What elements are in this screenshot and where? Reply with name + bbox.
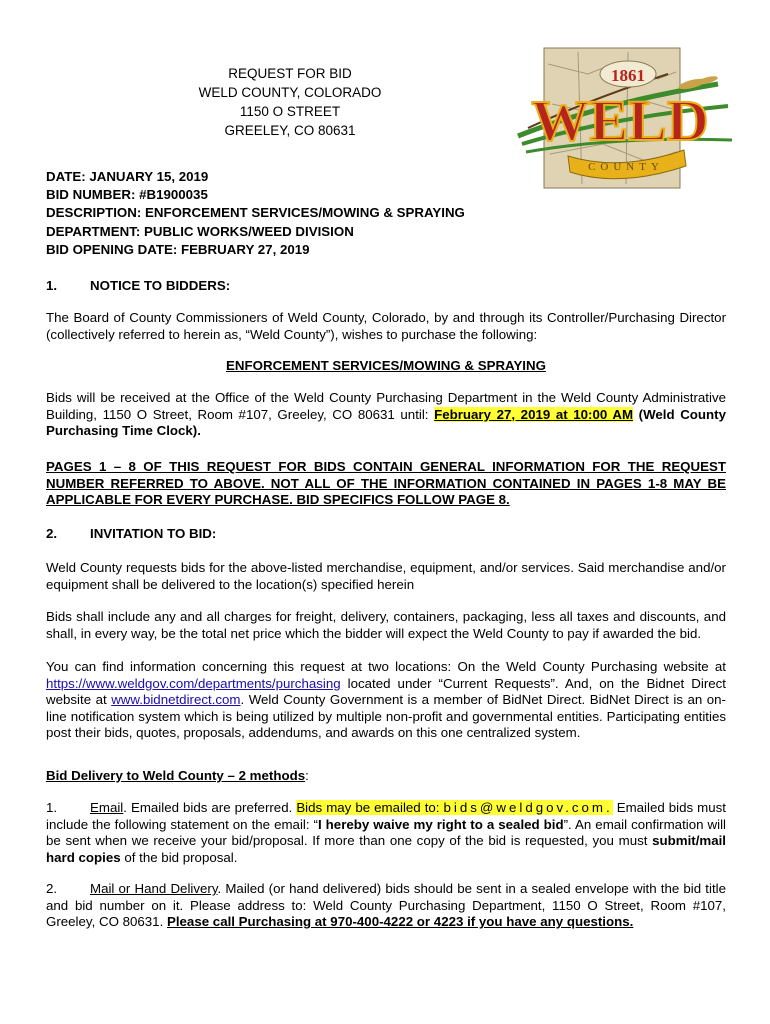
header-street: 1150 O STREET (239, 104, 341, 119)
bid-department: DEPARTMENT: PUBLIC WORKS/WEED DIVISION (46, 223, 354, 239)
hard-copies-note: submit/mail hard copies (46, 833, 726, 865)
mail-delivery-item (46, 881, 726, 931)
mail-item-number: 2. (46, 881, 58, 896)
waiver-statement: I hereby waive my right to a sealed bid (317, 816, 564, 832)
notice-paragraph: The Board of County Commissioners of Weld County, Colorado, by and through its Controller/Purchasing Director (collectively referred to herein as, “Weld County”), wishes to purchase the following: (46, 310, 726, 342)
deadline-highlight: February 27, 2019 at 10:00 AM (434, 406, 634, 422)
email-text-d: of the bid proposal. (120, 849, 238, 865)
email-label: Email (90, 800, 124, 815)
section-2-title: INVITATION TO BID: (90, 526, 217, 541)
logo-year: 1861 (611, 66, 645, 85)
mail-text-a: . Mailed (or hand delivered) bids should be sent in a sealed envelope with the bid title and bid number on it. Please address to: Weld County Purchasing Department, 1150 O Street, Room #107, Greeley, CO 80631. (46, 881, 726, 930)
purchasing-website-link[interactable]: https://www.weldgov.com/departments/purchasing (46, 675, 341, 691)
invitation-paragraph: Weld County requests bids for the above-listed merchandise, equipment, and/or services. Said merchandise and/or equipment shall be delivered to the location(s) specified herein (46, 560, 726, 592)
delivery-heading (46, 768, 726, 785)
bid-receipt-paragraph (46, 390, 726, 440)
email-delivery-item (46, 800, 726, 866)
email-item-number: 1. (46, 800, 58, 815)
section-1-title: NOTICE TO BIDDERS: (90, 278, 231, 293)
call-purchasing-note: Please call Purchasing at 970-400-4222 or 4223 if you have any questions. (166, 914, 634, 930)
locations-paragraph (46, 659, 726, 742)
bid-opening-date: BID OPENING DATE: FEBRUARY 27, 2019 (46, 241, 310, 257)
section-1-heading (46, 278, 230, 293)
pages-notice: PAGES 1 – 8 OF THIS REQUEST FOR BIDS CONTAIN GENERAL INFORMATION FOR THE REQUEST NUMBER REFERRED TO ABOVE. NOT ALL OF THE INFORMATION CONTAINED IN PAGES 1-8 MAY BE APPLICABLE FOR EVERY PURCHASE. BID SPECIFICS FOLLOW PAGE 8. (46, 459, 726, 508)
bid-information (46, 168, 606, 259)
delivery-heading-text: Bid Delivery to Weld County – 2 methods (46, 768, 306, 783)
header-title: REQUEST FOR BID (228, 66, 352, 81)
bid-description: DESCRIPTION: ENFORCEMENT SERVICES/MOWING & SPRAYING (46, 205, 465, 221)
email-text-b: Emailed bids must include the following statement on the email: “ (46, 800, 726, 832)
bid-number: BID NUMBER: #B1900035 (46, 187, 208, 203)
time-clock-note: (Weld County Purchasing Time Clock). (46, 406, 726, 439)
locations-text-c: . Weld County Government is a member of BidNet Direct. BidNet Direct is an on-line notification system which is being utilized by multiple non-profit and governmental entities. Participating entities post their bids, quotes, proposals, addendums, and awards on this one centralized system. (46, 692, 726, 741)
bidnet-link[interactable]: www.bidnetdirect.com (111, 692, 241, 708)
header-county: WELD COUNTY, COLORADO (198, 85, 382, 100)
item-title: ENFORCEMENT SERVICES/MOWING & SPRAYING (226, 358, 546, 373)
mail-label: Mail or Hand Delivery (90, 881, 218, 896)
charges-paragraph: Bids shall include any and all charges for freight, delivery, containers, packaging, less all taxes and discounts, and shall, in every way, be the total net price which the bidder will expect the Weld County to pay if awarded the bid. (46, 609, 726, 641)
email-text-a: . Emailed bids are preferred. (123, 800, 297, 815)
section-1-number: 1. (46, 278, 58, 293)
bid-date: DATE: JANUARY 15, 2019 (46, 169, 209, 184)
delivery-heading-colon: : (305, 768, 309, 783)
section-2-number: 2. (46, 526, 58, 541)
request-header (140, 64, 440, 140)
email-address[interactable]: bids@weldgov.com. (443, 800, 613, 815)
logo-word: WELD (531, 88, 709, 153)
email-highlight: Bids may be emailed to: (296, 800, 444, 815)
locations-text-b: located under “Current Requests”. And, on the Bidnet Direct website at (46, 675, 726, 708)
logo-county: COUNTY (588, 161, 664, 173)
bid-receipt-text: Bids will be received at the Office of the Weld County Purchasing Department in the Weld County Administrative Building, 1150 O Street, Room #107, Greeley, CO 80631 until: (46, 390, 726, 422)
email-text-c: ”. An email confirmation will be sent when we receive your bid/proposal. If more than one copy of the bid is requested, you must (46, 816, 726, 849)
locations-text-a: You can find information concerning this request at two locations: On the Weld County Purchasing website at (46, 659, 726, 674)
section-2-heading (46, 526, 216, 541)
header-city: GREELEY, CO 80631 (224, 123, 356, 138)
